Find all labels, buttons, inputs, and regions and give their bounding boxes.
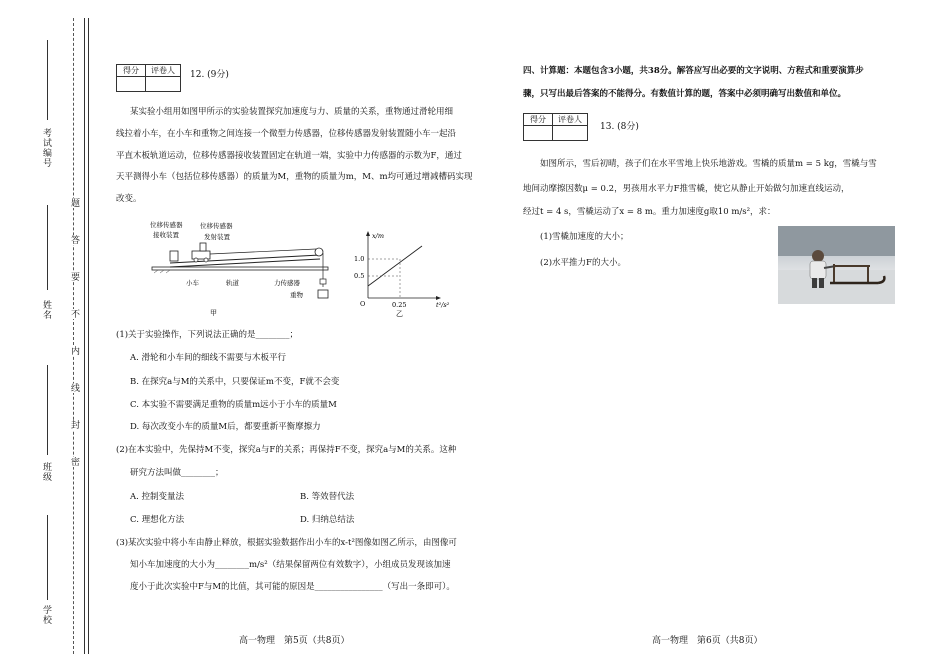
string	[210, 249, 316, 254]
score-cell[interactable]	[117, 77, 146, 92]
q12-sub1-option: D. 每次改变小车的质量M后，都要重新平衡摩擦力	[130, 422, 321, 432]
q12-intro-line: 某实验小组用如图甲所示的实验装置探究加速度与力、质量的关系，重物通过滑轮用细	[130, 107, 454, 117]
label-receiver-1: 位移传感器	[150, 221, 183, 229]
y-arrow	[366, 231, 370, 236]
label-force: 力传感器	[274, 279, 300, 287]
tabletop	[152, 267, 328, 270]
receiver-device	[170, 251, 178, 261]
page-footer-left: 高一物理 第5页（共8页）	[239, 636, 350, 646]
car	[192, 251, 210, 259]
q12-title: 12. (9分)	[190, 70, 229, 80]
name-label: 姓名	[41, 300, 51, 320]
q12-sub2-option: C. 理想化方法	[130, 515, 185, 525]
q12-intro-line: 平直木板轨道运动，位移传感器接收装置固定在轨道一端，实验中力传感器的示数为F，通过	[116, 151, 462, 161]
pulley	[315, 248, 323, 256]
q12-sub1-option: C. 本实验不需要满足重物的质量m远小于小车的质量M	[130, 400, 337, 410]
q12-score-table	[116, 64, 181, 92]
section4-line1: 四、计算题：本题包含3小题，共38分。解答应写出必要的文字说明、方程式和重要演算步	[523, 66, 864, 76]
q13-line1: 如图所示，雪后初晴，孩子们在水平雪地上快乐地游戏。雪橇的质量m = 5 kg，雪橇与雪	[540, 159, 877, 169]
seal-char: 不	[69, 309, 79, 319]
school-label: 学校	[41, 605, 51, 625]
q13-sub2: (2)水平推力F的大小。	[540, 258, 626, 268]
caption-jia: 甲	[210, 309, 217, 317]
exam-number-label: 考试编号	[41, 128, 51, 168]
ytick-hi: 1.0	[354, 255, 365, 263]
seal-dashed-line	[73, 18, 74, 654]
score-header: 得分	[524, 114, 553, 126]
q12-sub1-option: A. 滑轮和小车间的细线不需要与木板平行	[130, 353, 287, 363]
seal-char: 线	[69, 383, 79, 393]
section4-line2: 骤，只写出最后答案的不能得分。有数值计算的题，答案中必须明确写出数值和单位。	[523, 89, 847, 99]
x-arrow	[436, 296, 441, 300]
q13-line2: 地间动摩擦因数μ = 0.2，男孩用水平力F推雪橇，使它从静止开始做匀加速直线运动，	[523, 184, 850, 194]
q13-title: 13. (8分)	[600, 122, 639, 132]
seal-char: 题	[69, 198, 79, 208]
force-sensor	[320, 279, 326, 284]
q12-sub3-line2: 知小车加速度的大小为________m/s²（结果保留两位有效数字），小组成员发现该加速	[130, 560, 451, 570]
label-track: 轨道	[226, 279, 239, 287]
grader-header: 评卷人	[146, 65, 181, 77]
q12-sub2-option: B. 等效替代法	[300, 492, 355, 502]
caption-yi: 乙	[396, 310, 403, 318]
y-label: x/m	[372, 232, 385, 240]
q12-sub2-line2: 研究方法叫做________；	[130, 468, 224, 478]
label-emitter-2: 发射装置	[204, 233, 230, 241]
q12-sub1-option: B. 在探究a与M的关系中，只要保证m不变，F就不会变	[130, 377, 340, 387]
tabletop-hatching	[154, 270, 170, 273]
score-cell[interactable]	[524, 126, 553, 141]
q12-sub3-line3: 度小于此次实验中F与M的比值，其可能的原因是________________（写出一条即可）。	[130, 582, 455, 592]
binding-line-outer	[84, 18, 85, 654]
q12-intro-line: 天平测得小车（包括位移传感器）的质量为M，重物的质量为m，M、m均可通过增减槽码实现	[116, 172, 473, 182]
label-emitter-1: 位移传感器	[200, 222, 233, 230]
exam-number-field[interactable]	[47, 40, 48, 120]
seal-char: 答	[69, 235, 79, 245]
q12-intro-line: 线拉着小车，在小车和重物之间连接一个微型力传感器，位移传感器发射装置随小车一起沿	[116, 129, 457, 139]
origin-label: O	[360, 300, 366, 308]
seal-char: 要	[69, 272, 79, 282]
q12-sub2-line1: (2)在本实验中，先保持M不变，探究a与F的关系；再保持F不变，探究a与M的关系。这种	[116, 445, 457, 455]
q12-sub3-line1: (3)某次实验中将小车由静止释放，根据实验数据作出小车的x-t²图像如图乙所示，由图像可	[116, 538, 457, 548]
car-wheel	[194, 258, 198, 262]
track-lower	[170, 259, 320, 267]
page-footer-right: 高一物理 第6页（共8页）	[652, 636, 763, 646]
q13-line3: 经过t = 4 s，雪橇运动了x = 8 m。重力加速度g取10 m/s²，求：	[523, 207, 776, 217]
school-field[interactable]	[47, 515, 48, 600]
seal-char: 封	[69, 420, 79, 430]
grader-cell[interactable]	[553, 126, 588, 141]
q13-sub1: (1)雪橇加速度的大小；	[540, 232, 629, 242]
class-field[interactable]	[47, 365, 48, 455]
q12-intro-line: 改变。	[116, 194, 142, 204]
apparatus-figure	[150, 215, 345, 320]
xtick: 0.25	[392, 301, 407, 309]
x-label: t²/s²	[436, 301, 450, 309]
q13-score-table	[523, 113, 588, 141]
class-label: 班级	[41, 462, 51, 482]
label-weight: 重物	[290, 291, 303, 299]
score-header: 得分	[117, 65, 146, 77]
seal-char: 密	[69, 457, 79, 467]
weight-block	[318, 290, 328, 298]
q12-sub2-option: D. 归纳总结法	[300, 515, 355, 525]
label-receiver-2: 接收装置	[153, 231, 179, 239]
x-t2-graph	[352, 228, 462, 320]
seal-char: 内	[69, 346, 79, 356]
sled-photo-illustration	[778, 226, 895, 304]
emitter-device	[200, 243, 206, 251]
q12-sub1: (1)关于实验操作，下列说法正确的是________；	[116, 330, 299, 340]
data-line	[368, 246, 422, 286]
grader-cell[interactable]	[146, 77, 181, 92]
sled-photo	[778, 226, 895, 304]
label-car: 小车	[186, 279, 199, 287]
grader-header: 评卷人	[553, 114, 588, 126]
ytick-lo: 0.5	[354, 272, 365, 280]
q12-sub2-option: A. 控制变量法	[130, 492, 185, 502]
binding-line-inner	[88, 18, 89, 654]
car-wheel	[204, 258, 208, 262]
name-field[interactable]	[47, 205, 48, 290]
